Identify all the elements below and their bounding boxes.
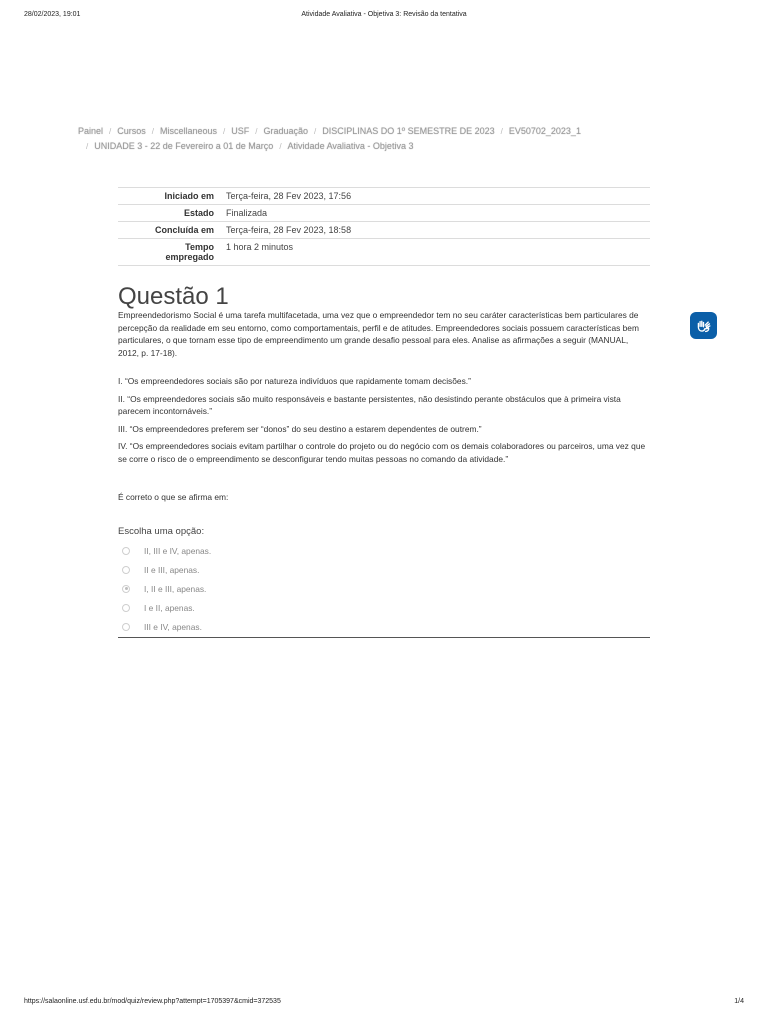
summary-value: Terça-feira, 28 Fev 2023, 17:56 — [220, 188, 650, 205]
print-header — [24, 11, 744, 23]
radio-button[interactable] — [122, 623, 130, 631]
breadcrumb — [78, 124, 678, 154]
radio-button[interactable] — [122, 566, 130, 574]
print-doc-title: Atividade Avaliativa - Objetiva 3: Revisão da tentativa — [301, 11, 467, 18]
answer-option[interactable] — [118, 541, 650, 560]
page-number: 1/4 — [734, 998, 744, 1005]
summary-row-state — [118, 205, 650, 222]
accessibility-button[interactable] — [690, 312, 717, 339]
answer-option-selected[interactable] — [118, 579, 650, 598]
answer-option[interactable] — [118, 599, 650, 618]
print-datetime: 28/02/2023, 19:01 — [24, 11, 81, 18]
breadcrumb-item-graduacao[interactable]: Graduação — [263, 126, 309, 136]
answer-option[interactable] — [118, 560, 650, 579]
summary-label: Iniciado em — [118, 188, 220, 205]
statement-item: I. “Os empreendedores sociais são por natureza indivíduos que rapidamente tomam decisões.” — [118, 376, 471, 386]
breadcrumb-item-atividade[interactable]: Atividade Avaliativa - Objetiva 3 — [287, 141, 414, 151]
breadcrumb-separator: / — [86, 142, 89, 151]
sign-language-hands-icon — [695, 317, 712, 334]
radio-button[interactable] — [122, 604, 130, 612]
breadcrumb-separator: / — [223, 127, 226, 136]
answer-option-label: II, III e IV, apenas. — [144, 545, 212, 556]
statement-item: IV. “Os empreendedores sociais evitam partilhar o controle do projeto ou do negócio com os demais colaboradores ou parceiros, uma vez que se corre o risco de o empreendimento se desconfigurar tendo muitas pessoas no comando da atividade.” — [118, 441, 646, 464]
question-prompt: É correto o que se afirma em: — [118, 492, 229, 502]
breadcrumb-item-cursos[interactable]: Cursos — [117, 126, 146, 136]
breadcrumb-item-unidade[interactable]: UNIDADE 3 - 22 de Fevereiro a 01 de Março — [94, 141, 274, 151]
breadcrumb-item-disciplinas[interactable]: DISCIPLINAS DO 1º SEMESTRE DE 2023 — [322, 126, 495, 136]
summary-row-started — [118, 188, 650, 205]
question-divider — [118, 637, 650, 638]
breadcrumb-separator: / — [279, 142, 282, 151]
attempt-summary-table — [118, 187, 650, 266]
breadcrumb-separator: / — [500, 127, 503, 136]
breadcrumb-separator: / — [109, 127, 112, 136]
choose-option-label: Escolha uma opção: — [118, 526, 205, 537]
summary-row-completed — [118, 222, 650, 239]
summary-row-time — [118, 239, 650, 266]
breadcrumb-separator: / — [151, 127, 155, 136]
answer-option[interactable] — [118, 618, 650, 637]
breadcrumb-item-course-code[interactable]: EV50702_2023_1 — [508, 126, 581, 136]
question-title: Questão 1 — [118, 283, 229, 310]
statement-item: III. “Os empreendedores preferem ser “donos” do seu destino a estarem dependentes de outrem.” — [118, 423, 482, 434]
answer-option-label: II e III, apenas. — [144, 564, 200, 575]
radio-button-checked[interactable] — [122, 585, 130, 593]
radio-button[interactable] — [122, 547, 130, 555]
summary-label: Estado — [118, 205, 220, 222]
summary-label: Concluída em — [118, 222, 220, 239]
breadcrumb-separator: / — [255, 127, 258, 136]
summary-value: Terça-feira, 28 Fev 2023, 18:58 — [220, 222, 650, 239]
print-footer — [24, 998, 744, 1010]
summary-label-line: Tempo — [185, 242, 214, 252]
question-intro: Empreendedorismo Social é uma tarefa multifacetada, uma vez que o empreendedor tem no seu caráter características bem particulares de percepção da realidade em seu entorno, como comportamentais, perfil e de atitudes. Empreendedores sociais possuem características bem particulares, o que tornam esse tipo de empreendimento um grande desafio pessoal para eles. Analise as afirmações a seguir (MANUAL, 2012, p. 17-18). — [118, 310, 639, 358]
statement-item: II. “Os empreendedores sociais são muito responsáveis e bastante persistentes, não desistindo perante obstáculos que à primeira vista parecem incontornáveis.” — [118, 393, 621, 416]
summary-value: 1 hora 2 minutos — [220, 239, 650, 266]
answer-options — [118, 541, 650, 637]
answer-option-label: I, II e III, apenas. — [144, 583, 207, 594]
breadcrumb-item-usf[interactable]: USF — [231, 126, 250, 136]
answer-option-label: III e IV, apenas. — [144, 622, 202, 633]
page-url: https://salaonline.usf.edu.br/mod/quiz/review.php?attempt=1705397&cmid=372535 — [24, 998, 281, 1005]
summary-label — [118, 239, 220, 266]
breadcrumb-item-painel[interactable]: Painel — [78, 126, 104, 136]
breadcrumb-separator: / — [314, 127, 317, 136]
summary-label-line: empregado — [165, 252, 214, 262]
question-text — [118, 309, 650, 504]
summary-value: Finalizada — [220, 205, 650, 222]
answer-option-label: I e II, apenas. — [144, 603, 195, 614]
breadcrumb-item-miscellaneous[interactable]: Miscellaneous — [160, 126, 218, 136]
